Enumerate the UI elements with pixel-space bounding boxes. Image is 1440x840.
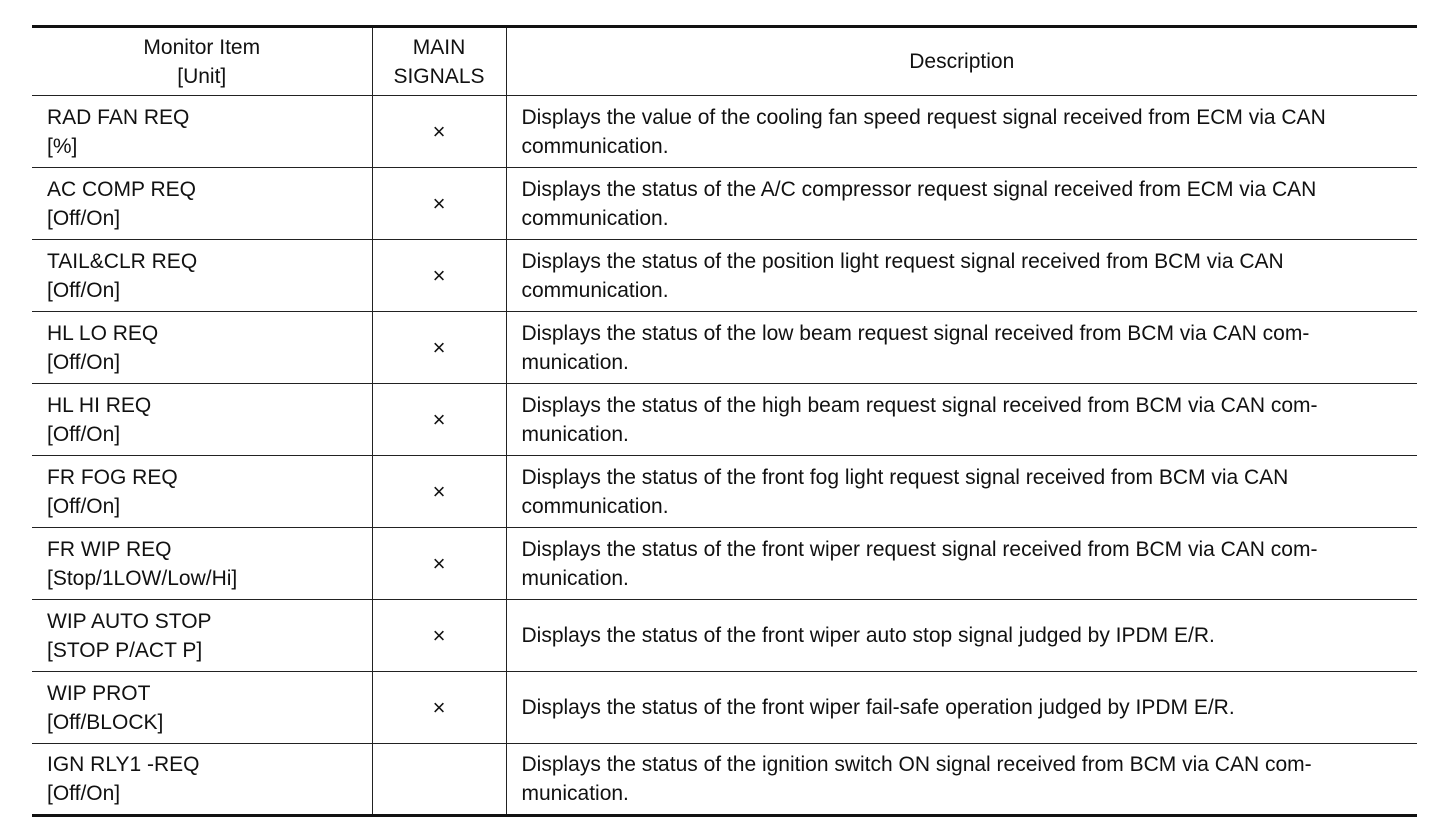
main-signal-mark: × (372, 672, 506, 744)
table-row (32, 528, 1417, 600)
description-cell: Displays the status of the high beam request signal received from BCM via CAN com-munication. (506, 384, 1417, 456)
header-monitor-item-label: Monitor Item (143, 35, 261, 59)
monitor-item-cell (32, 744, 372, 816)
monitor-item-cell (32, 312, 372, 384)
table-row (32, 384, 1417, 456)
monitor-item-cell (32, 168, 372, 240)
monitor-item-unit: [Off/BLOCK] (47, 710, 164, 734)
monitor-item-unit: [Off/On] (47, 278, 121, 302)
table-row (32, 600, 1417, 672)
monitor-item-cell (32, 384, 372, 456)
monitor-item-cell (32, 600, 372, 672)
header-description (506, 27, 1417, 96)
monitor-item-unit: [%] (47, 134, 78, 158)
header-main-signals (372, 27, 506, 96)
monitor-item-name: HL LO REQ (47, 321, 159, 345)
description-cell: Displays the status of the position light request signal received from BCM via CAN communication. (506, 240, 1417, 312)
monitor-item-name: AC COMP REQ (47, 177, 196, 201)
monitor-item-cell (32, 672, 372, 744)
monitor-item-unit: [Stop/1LOW/Low/Hi] (47, 566, 238, 590)
table-row (32, 456, 1417, 528)
table-row (32, 168, 1417, 240)
main-signal-mark: × (372, 528, 506, 600)
table-header (32, 27, 1417, 96)
description-cell: Displays the status of the front fog light request signal received from BCM via CAN communication. (506, 456, 1417, 528)
monitor-item-unit: [Off/On] (47, 350, 121, 374)
header-description-label: Description (909, 50, 1015, 73)
header-unit-label: [Unit] (177, 64, 227, 88)
description-cell: Displays the status of the A/C compressor request signal received from ECM via CAN communication. (506, 168, 1417, 240)
monitor-item-cell (32, 528, 372, 600)
monitor-item-cell (32, 96, 372, 168)
monitor-item-cell (32, 456, 372, 528)
monitor-item-name: FR FOG REQ (47, 465, 178, 489)
table-row (32, 96, 1417, 168)
description-cell: Displays the status of the front wiper request signal received from BCM via CAN com-munication. (506, 528, 1417, 600)
table-row (32, 744, 1417, 816)
monitor-item-unit: [STOP P/ACT P] (47, 638, 203, 662)
monitor-item-table (32, 25, 1417, 817)
monitor-item-unit: [Off/On] (47, 494, 121, 518)
main-signal-mark: × (372, 384, 506, 456)
description-cell: Displays the value of the cooling fan speed request signal received from ECM via CAN communication. (506, 96, 1417, 168)
main-signal-mark: × (372, 600, 506, 672)
description-cell: Displays the status of the low beam request signal received from BCM via CAN com-munication. (506, 312, 1417, 384)
description-cell: Displays the status of the ignition switch ON signal received from BCM via CAN com-munication. (506, 744, 1417, 816)
header-main-label: MAIN (412, 35, 466, 59)
table-row (32, 240, 1417, 312)
header-row (32, 27, 1417, 96)
monitor-item-table-container (32, 25, 1417, 817)
monitor-item-unit: [Off/On] (47, 422, 121, 446)
monitor-item-name: IGN RLY1 -REQ (47, 753, 200, 776)
description-cell: Displays the status of the front wiper auto stop signal judged by IPDM E/R. (506, 600, 1417, 672)
monitor-item-name: TAIL&CLR REQ (47, 249, 198, 273)
table-row (32, 312, 1417, 384)
monitor-item-unit: [Off/On] (47, 206, 121, 230)
monitor-item-name: FR WIP REQ (47, 537, 172, 561)
monitor-item-name: HL HI REQ (47, 393, 152, 417)
monitor-item-name: WIP PROT (47, 681, 151, 705)
main-signal-mark: × (372, 456, 506, 528)
main-signal-mark: × (372, 168, 506, 240)
main-signal-mark (372, 744, 506, 816)
monitor-item-unit: [Off/On] (47, 782, 121, 805)
description-cell: Displays the status of the front wiper fail-safe operation judged by IPDM E/R. (506, 672, 1417, 744)
monitor-item-cell (32, 240, 372, 312)
table-body (32, 96, 1417, 816)
main-signal-mark: × (372, 96, 506, 168)
header-signals-label: SIGNALS (393, 64, 485, 88)
header-monitor-item (32, 27, 372, 96)
table-row (32, 672, 1417, 744)
monitor-item-name: RAD FAN REQ (47, 105, 190, 129)
main-signal-mark: × (372, 312, 506, 384)
main-signal-mark: × (372, 240, 506, 312)
monitor-item-name: WIP AUTO STOP (47, 609, 212, 633)
